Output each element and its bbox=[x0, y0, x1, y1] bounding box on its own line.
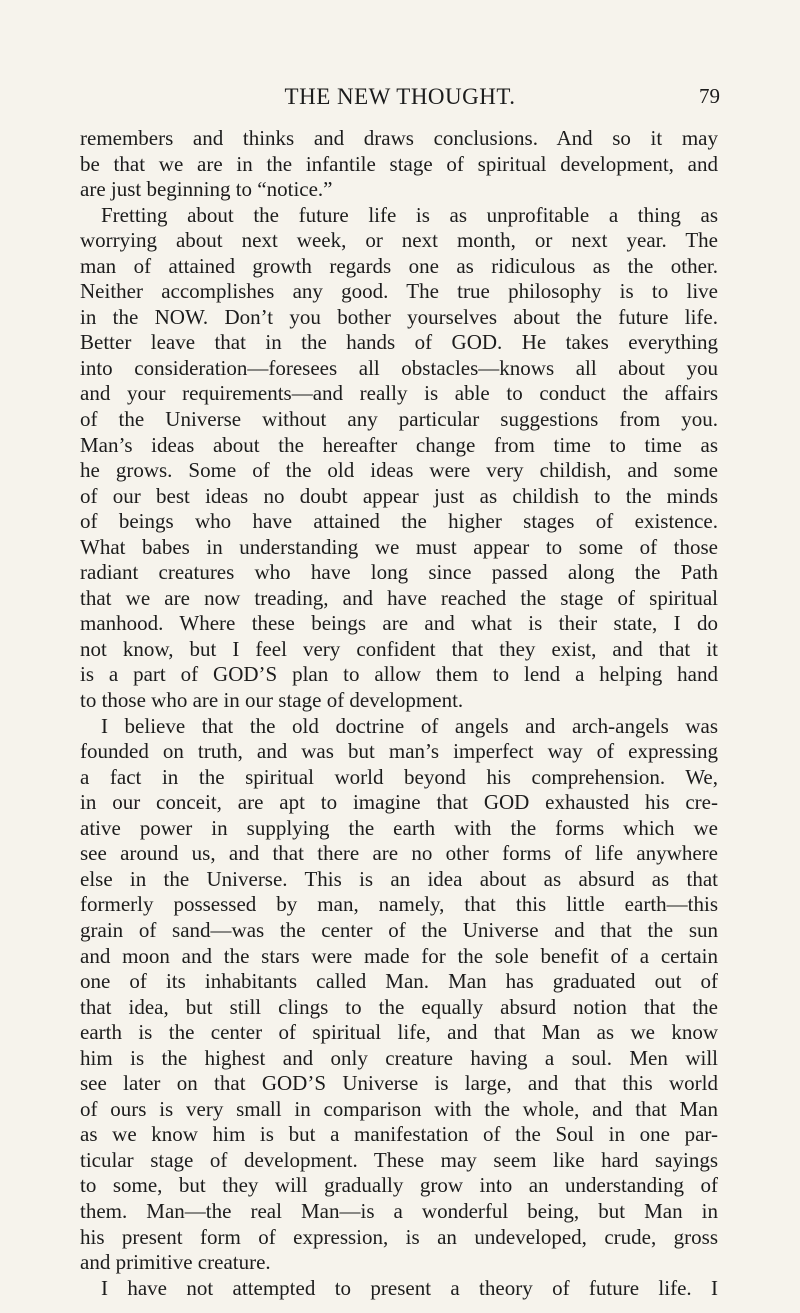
text-line: What babes in understanding we must appear to some of those bbox=[80, 534, 718, 559]
text-line: is a part of GOD’S plan to allow them to lend a helping hand bbox=[80, 662, 718, 687]
text-line: one of its inhabitants called Man. Man has graduated out of bbox=[80, 969, 718, 994]
text-line: and moon and the stars were made for the sole benefit of a certain bbox=[80, 943, 718, 968]
text-line: of ours is very small in comparison with the whole, and that Man bbox=[80, 1096, 718, 1121]
text-line: of beings who have attained the higher stages of existence. bbox=[80, 509, 718, 534]
text-line: I have not attempted to present a theory of future life. I bbox=[101, 1275, 718, 1300]
text-line: manhood. Where these beings are and what is their state, I do bbox=[80, 611, 718, 636]
running-head: THE NEW THOUGHT. bbox=[284, 84, 516, 109]
text-line: Better leave that in the hands of GOD. He takes everything bbox=[80, 330, 718, 355]
text-line: to those who are in our stage of development. bbox=[80, 688, 464, 713]
page-number: 79 bbox=[699, 84, 720, 108]
text-line: of the Universe without any particular suggestions from you. bbox=[80, 407, 718, 432]
text-line: ticular stage of development. These may seem like hard sayings bbox=[80, 1147, 718, 1172]
text-line: earth is the center of spiritual life, and that Man as we know bbox=[80, 1020, 718, 1045]
text-line: and your requirements—and really is able to conduct the affairs bbox=[80, 381, 718, 406]
text-line: are just beginning to “notice.” bbox=[80, 177, 333, 202]
text-line: to some, but they will gradually grow into an understanding of bbox=[80, 1173, 718, 1198]
text-line: see around us, and that there are no other forms of life anywhere bbox=[80, 841, 718, 866]
text-line: that we are now treading, and have reached the stage of spiritual bbox=[80, 585, 718, 610]
text-line: see later on that GOD’S Universe is large, and that this world bbox=[80, 1071, 718, 1096]
text-line: that idea, but still clings to the equally absurd notion that the bbox=[80, 994, 718, 1019]
text-line: be that we are in the infantile stage of spiritual development, and bbox=[80, 151, 718, 176]
text-line: man of attained growth regards one as ridiculous as the other. bbox=[80, 253, 718, 278]
text-line: them. Man—the real Man—is a wonderful being, but Man in bbox=[80, 1198, 718, 1223]
text-line: a fact in the spiritual world beyond his comprehension. We, bbox=[80, 764, 718, 789]
text-line: in the NOW. Don’t you bother yourselves about the future life. bbox=[80, 304, 718, 329]
text-line: he grows. Some of the old ideas were very childish, and some bbox=[80, 458, 718, 483]
text-line: else in the Universe. This is an idea about as absurd as that bbox=[80, 866, 718, 891]
text-line: formerly possessed by man, namely, that this little earth—this bbox=[80, 892, 718, 917]
text-line: not know, but I feel very confident that they exist, and that it bbox=[80, 636, 718, 661]
text-line: grain of sand—was the center of the Universe and that the sun bbox=[80, 917, 718, 942]
page-header bbox=[80, 84, 720, 114]
text-line: into consideration—foresees all obstacles—knows all about you bbox=[80, 355, 718, 380]
text-line: in our conceit, are apt to imagine that GOD exhausted his cre- bbox=[80, 790, 718, 815]
text-line: founded on truth, and was but man’s imperfect way of expressing bbox=[80, 739, 718, 764]
text-line: Neither accomplishes any good. The true philosophy is to live bbox=[80, 279, 718, 304]
body-text bbox=[80, 126, 718, 1301]
text-line: his present form of expression, is an undeveloped, crude, gross bbox=[80, 1224, 718, 1249]
text-line: of our best ideas no doubt appear just as childish to the minds bbox=[80, 483, 718, 508]
text-line: Man’s ideas about the hereafter change from time to time as bbox=[80, 432, 718, 457]
text-line: radiant creatures who have long since passed along the Path bbox=[80, 560, 718, 585]
text-line: worrying about next week, or next month, or next year. The bbox=[80, 228, 718, 253]
text-line: I believe that the old doctrine of angels and arch-angels was bbox=[101, 713, 718, 738]
text-line: Fretting about the future life is as unprofitable a thing as bbox=[101, 202, 718, 227]
text-line: remembers and thinks and draws conclusions. And so it may bbox=[80, 126, 718, 150]
text-line: as we know him is but a manifestation of the Soul in one par- bbox=[80, 1122, 718, 1147]
text-line: him is the highest and only creature having a soul. Men will bbox=[80, 1045, 718, 1070]
text-line: ative power in supplying the earth with the forms which we bbox=[80, 815, 718, 840]
text-line: and primitive creature. bbox=[80, 1250, 271, 1275]
